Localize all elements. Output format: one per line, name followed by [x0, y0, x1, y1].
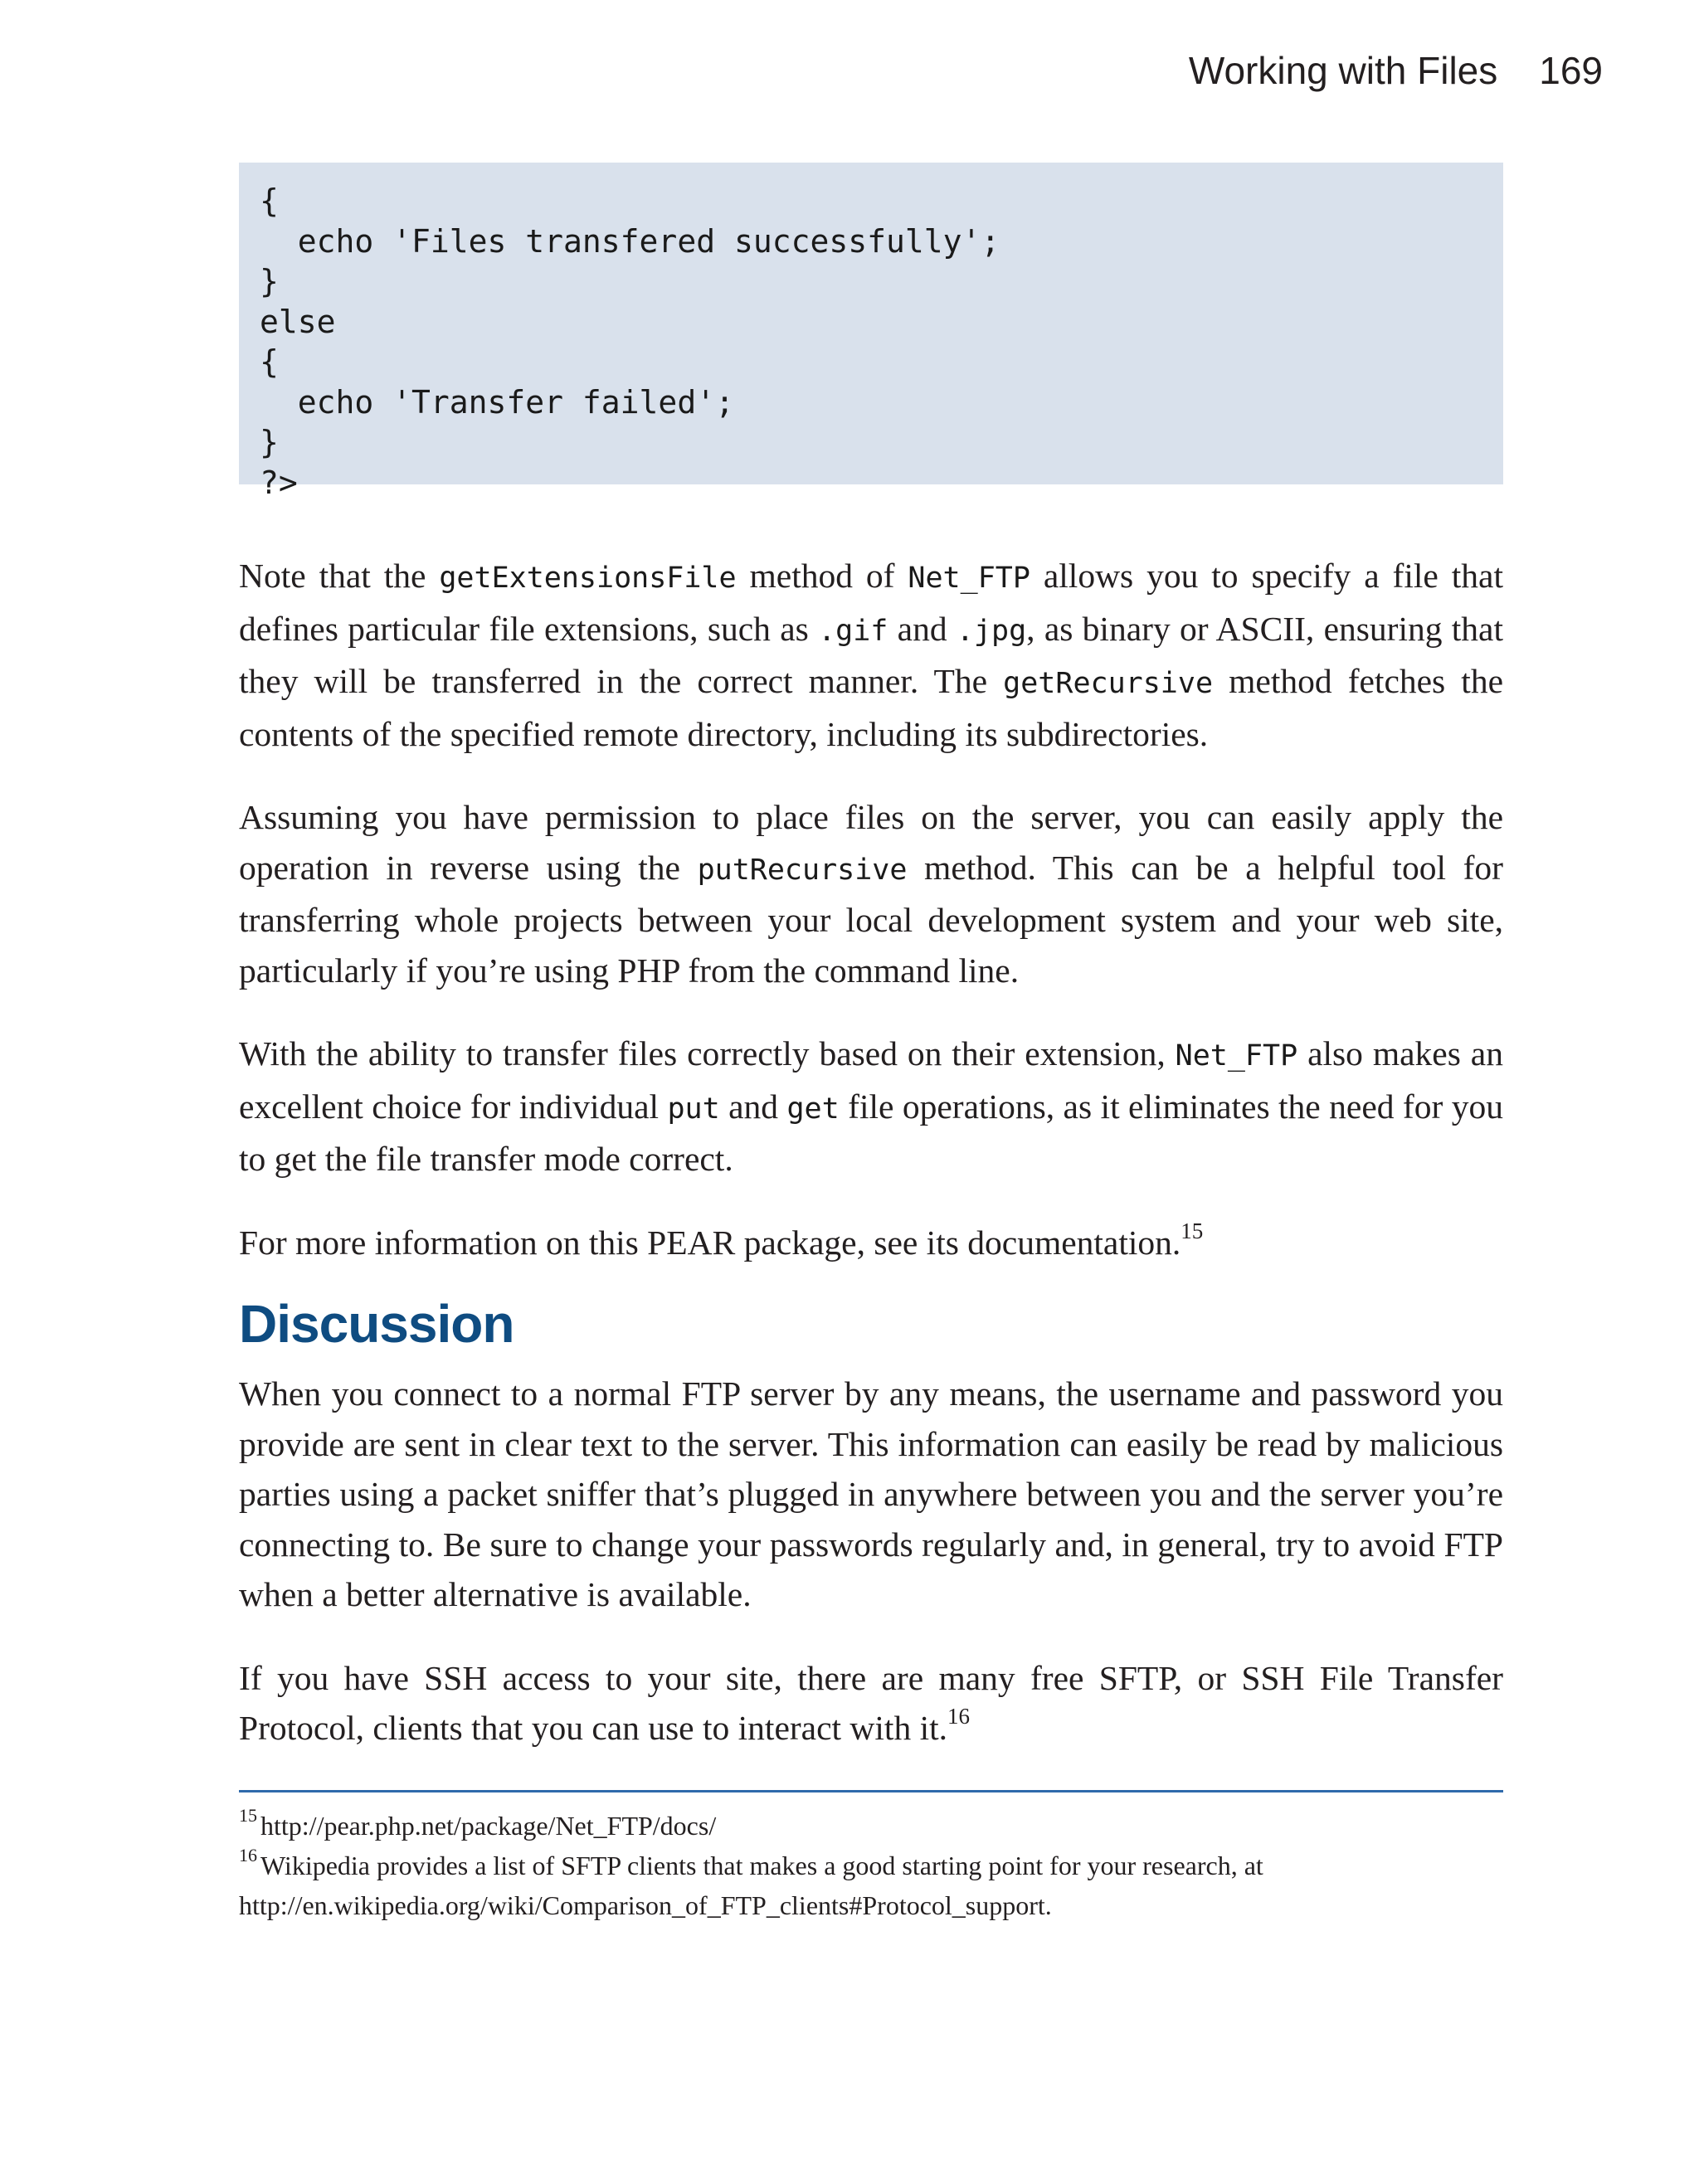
inline-code: putRecursive [697, 853, 908, 887]
text-run: and [719, 1087, 787, 1126]
code-block [239, 163, 1503, 501]
text-run: method of [736, 557, 908, 595]
code-line: { [260, 343, 279, 380]
code-line: } [260, 424, 279, 460]
text-run: method fetches the contents of the specified remote directory, including its subdirectories. [239, 662, 1503, 753]
text-run: For more information on this PEAR package, see its documentation. [239, 1223, 1181, 1262]
text-run: also makes an excellent choice for individual [239, 1034, 1503, 1126]
inline-code: Net_FTP [1175, 1039, 1298, 1073]
inline-code: .gif [818, 614, 888, 648]
paragraph-transfer-mode [239, 1029, 1503, 1184]
footnote-16 [239, 1846, 1503, 1925]
paragraph-sftp [239, 1653, 1503, 1754]
page-content [239, 163, 1503, 1925]
running-header [1189, 48, 1603, 93]
footnote-number: 15 [239, 1804, 257, 1826]
footnote-15 [239, 1806, 1503, 1846]
footnote-number: 16 [239, 1844, 257, 1865]
code-line: else [260, 303, 336, 340]
code-line: } [260, 263, 279, 299]
inline-code: getRecursive [1003, 667, 1214, 700]
page-number: 169 [1539, 49, 1603, 92]
section-heading: Discussion [239, 1294, 514, 1354]
inline-code: Net_FTP [908, 562, 1030, 595]
code-line: { [260, 182, 279, 219]
inline-code: put [667, 1092, 720, 1126]
footnote-rule [239, 1790, 1503, 1792]
text-run: and [888, 609, 957, 648]
text-run: file operations, as it eliminates the need for you to get the file transfer mode correct. [239, 1087, 1503, 1178]
text-run: allows you to specify a file that defines particular file extensions, such as [239, 557, 1504, 648]
text-run: If you have SSH access to your site, there are many free SFTP, or SSH File Transfer Protocol, clients that you can use to interact with it. [239, 1658, 1503, 1747]
code-line: echo 'Files transfered successfully'; [260, 222, 1000, 260]
footnotes [239, 1806, 1503, 1925]
footnote-ref-15[interactable]: 15 [1181, 1218, 1204, 1243]
text-run: method. This can be a helpful tool for transferring whole projects between your local development system and your web site, particularly if you’re using PHP from the command line. [239, 848, 1503, 990]
paragraph-ftp-security: When you connect to a normal FTP server by any means, the username and password you provide are sent in clear text to the server. This information can easily be read by malicious parties using a packet sniffer that’s plugged in anywhere between you and the server you’re connecting to. Be sure to change your passwords regularly and, in general, try to avoid FTP when a better alternative is available. [239, 1374, 1503, 1613]
code-line: ?> [260, 464, 298, 501]
text-run: , as binary or ASCII, ensuring that they will be transferred in the correct manner. The [239, 609, 1504, 700]
paragraph-putrecursive [239, 792, 1503, 995]
paragraph-getextensionsfile [239, 551, 1503, 759]
footnote-ref-16[interactable]: 16 [947, 1704, 971, 1729]
footnote-link[interactable]: http://pear.php.net/package/Net_FTP/docs/ [260, 1810, 717, 1841]
footnote-text: Wikipedia provides a list of SFTP clients that makes a good starting point for your research, at http://en.wikipedia.org/wiki/Comparison_of_FTP_clients#Protocol_support. [239, 1850, 1263, 1920]
inline-code: get [786, 1092, 840, 1126]
text-run: With the ability to transfer files correctly based on their extension, [239, 1034, 1176, 1073]
chapter-title: Working with Files [1188, 49, 1498, 92]
inline-code: getExtensionsFile [439, 562, 737, 595]
code-line: echo 'Transfer failed'; [260, 383, 734, 421]
text-run: Note that the [239, 557, 440, 595]
text-run: Assuming you have permission to place files on the server, you can easily apply the operation in reverse using the [239, 798, 1503, 887]
inline-code: .jpg [956, 614, 1027, 648]
paragraph-more-info [239, 1218, 1503, 1268]
